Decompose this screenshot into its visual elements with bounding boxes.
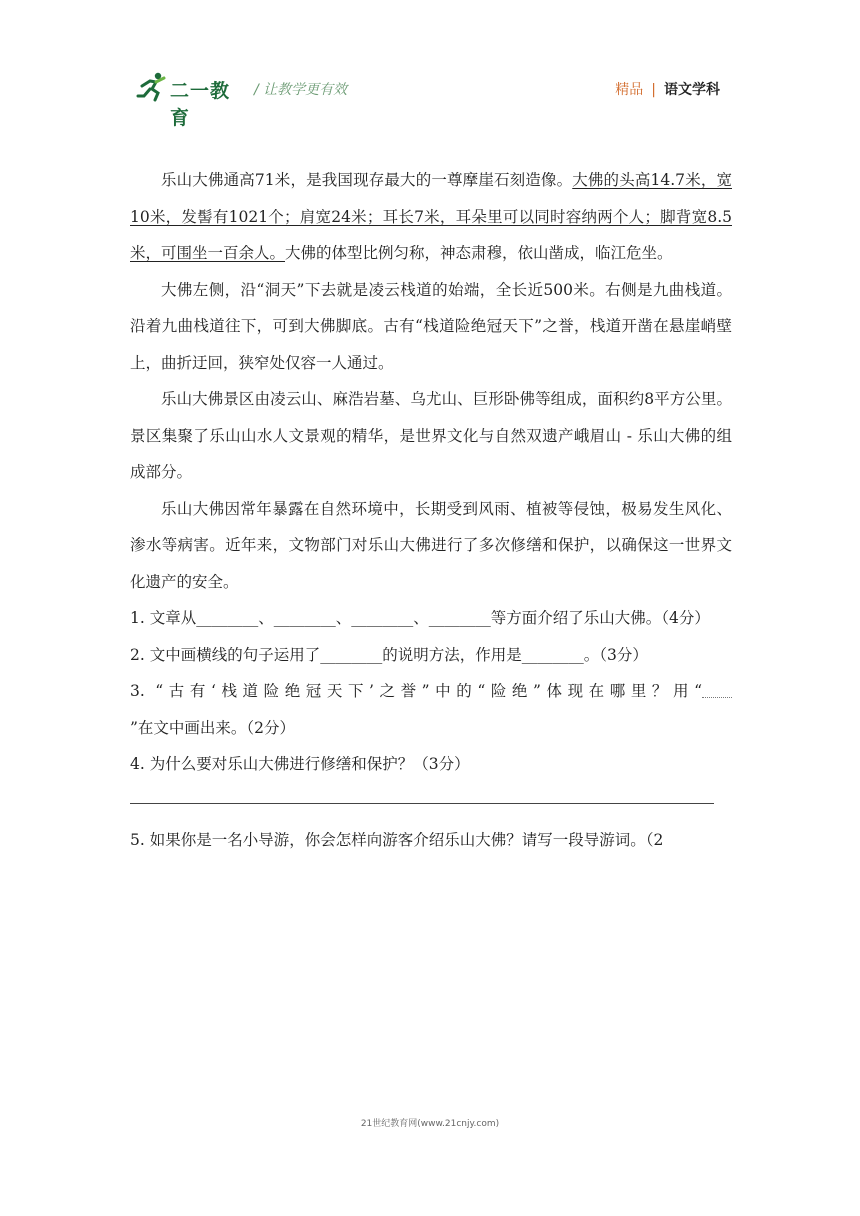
runner-logo-icon [136, 72, 168, 102]
page-header [136, 70, 720, 129]
question-1: 1. 文章从________、________、________、________等方面介绍了乐山大佛。（4分） [130, 609, 710, 627]
wavy-underline-mark [702, 682, 732, 699]
passage-paragraph-3: 乐山大佛景区由凌云山、麻浩岩墓、乌尤山、巨形卧佛等组成，面积约8平方公里。景区集聚了乐山山水人文景观的精华，是世界文化与自然双遗产峨眉山 - 乐山大佛的组成部分。 [130, 390, 732, 481]
question-3-text-b: ”在文中画出来。（2分） [130, 718, 296, 737]
logo-text: 二一教育 [170, 80, 231, 129]
underlined-sentence: 大佛的头高14.7米，宽10米，发髻有1021个；肩宽24米；耳长7米，耳朵里可以同时容纳两个人；脚背宽8.5米，可围坐一百余人。 [130, 171, 732, 262]
logo [136, 70, 244, 129]
question-5: 5. 如果你是一名小导游，你会怎样向游客介绍乐山大佛？请写一段导游词。（2 [130, 830, 664, 849]
question-4: 4. 为什么要对乐山大佛进行修缮和保护？（3分） [130, 755, 470, 773]
slogan: / 让教学更有效 [254, 82, 348, 98]
paragraph-1-text-a: 乐山大佛通高71米，是我国现存最大的一尊摩崖石刻造像。 [161, 171, 573, 189]
passage-paragraph-2: 大佛左侧，沿“洞天”下去就是凌云栈道的始端，全长近500米。右侧是九曲栈道。沿着九曲栈道往下，可到大佛脚底。古有“栈道险绝冠天下”之誉，栈道开凿在悬崖峭壁上，曲折迂回，狭窄处仅容一人通过。 [130, 280, 732, 372]
question-3 [130, 673, 732, 746]
header-tags [615, 79, 720, 99]
page-footer: 21世纪教育网(www.21cnjy.com) [360, 1119, 500, 1129]
question-2: 2. 文中画横线的句子运用了________的说明方法，作用是________。（3分） [130, 645, 648, 664]
question-3-text-a: 3. “古有‘栈道险绝冠天下’之誉”中的“险绝”体现在哪里？用“ [130, 682, 702, 700]
passage-paragraph-4: 乐山大佛因常年暴露在自然环境中，长期受到风雨、植被等侵蚀，极易发生风化、渗水等病害。近年来，文物部门对乐山大佛进行了多次修缮和保护，以确保这一世界文化遗产的安全。 [130, 499, 732, 591]
passage-paragraph-1 [130, 162, 732, 272]
answer-line [130, 789, 714, 804]
subject-tag: 语文学科 [664, 82, 720, 98]
paragraph-1-text-b: 大佛的体型比例匀称，神态肃穆，依山凿成，临江危坐。 [285, 244, 673, 262]
document-body [130, 162, 732, 858]
tag-separator: | [651, 82, 656, 98]
quality-tag: 精品 [615, 82, 644, 98]
